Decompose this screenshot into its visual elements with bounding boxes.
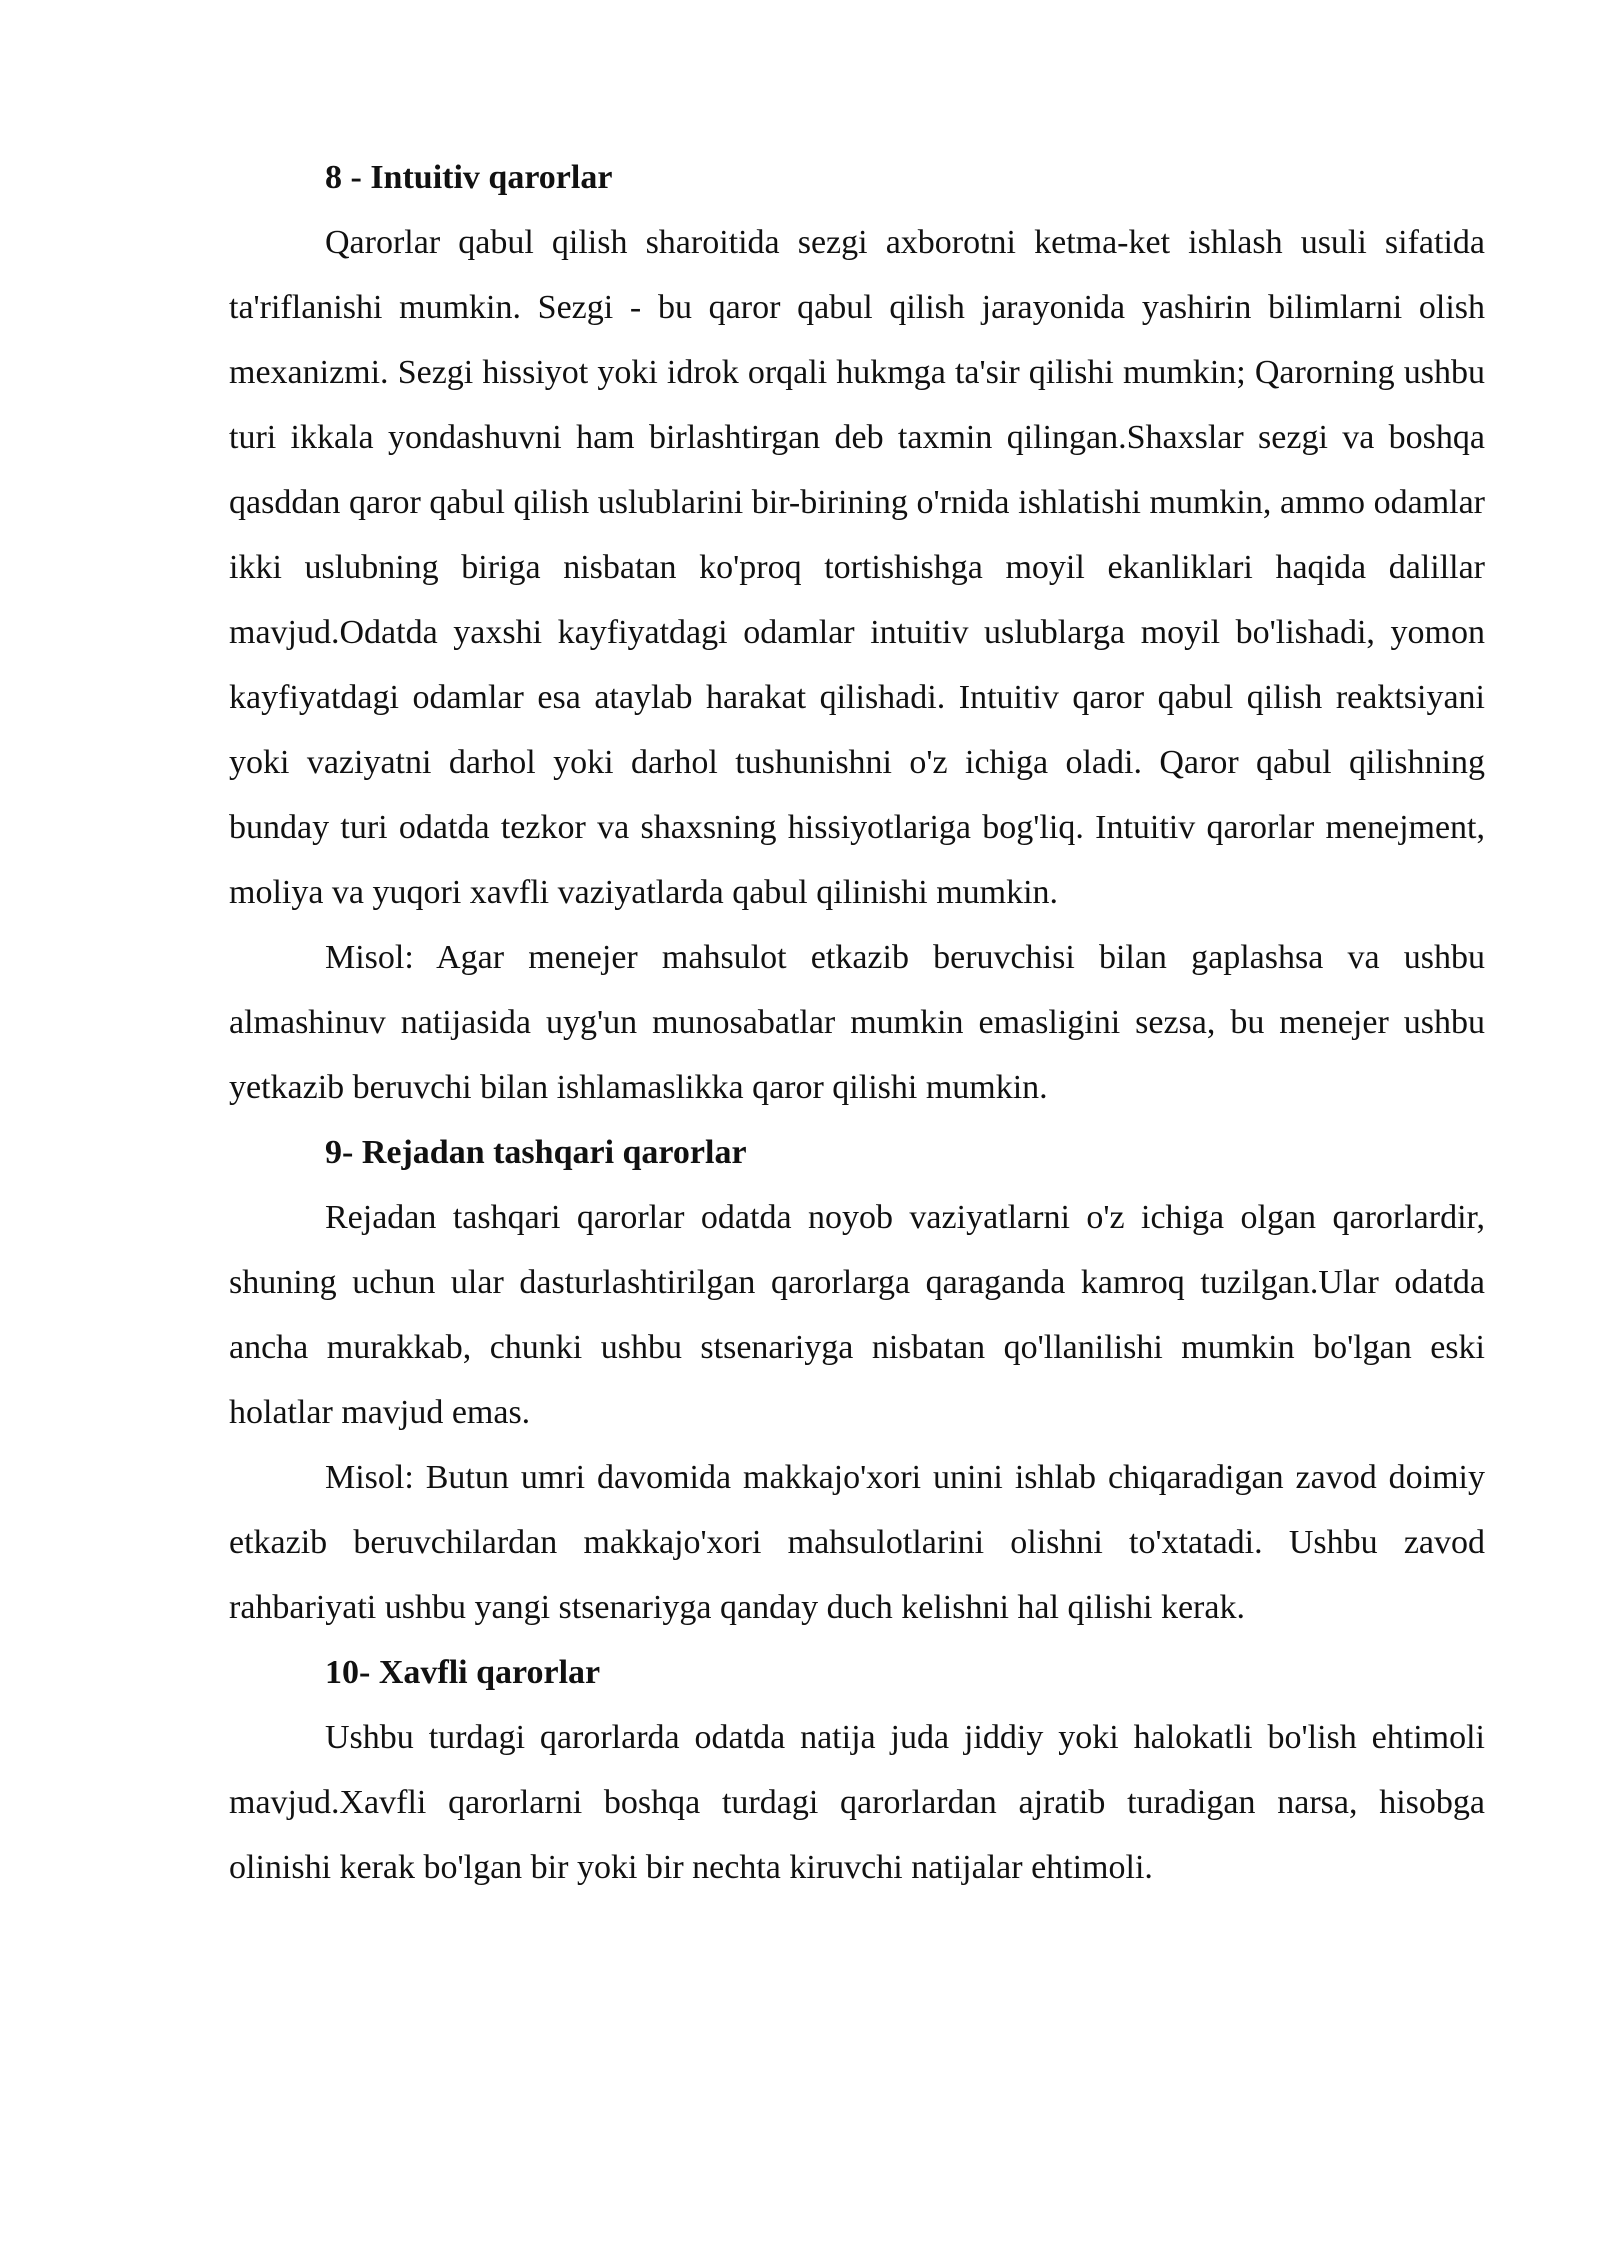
paragraph-unplanned-example: Misol: Butun umri davomida makkajo'xori unini ishlab chiqaradigan zavod doimiy etkazib beruvchilardan makkajo'xori mahsulotlarini olishni to'xtatadi. Ushbu zavod rahbariyati ushbu yangi stsenariyga qanday duch kelishni hal qilishi kerak.: [229, 1459, 1485, 1626]
section-heading-risky-decisions: 10- Xavfli qarorlar: [325, 1654, 601, 1691]
paragraph-intuitive-definition: Qarorlar qabul qilish sharoitida sezgi axborotni ketma-ket ishlash usuli sifatida ta'riflanishi mumkin. Sezgi - bu qaror qabul qilish jarayonida yashirin bilimlarni olish mexanizmi. Sezgi hissiyot yoki idrok orqali hukmga ta'sir qilishi mumkin; Qarorning ushbu turi ikkala yondashuvni ham birlashtirgan deb taxmin qilingan.Shaxslar sezgi va boshqa qasddan qaror qabul qilish uslublarini bir-birining o'rnida ishlatishi mumkin, ammo odamlar ikki uslubning biriga nisbatan ko'proq tortishishga moyil ekanliklari haqida dalillar mavjud.Odatda yaxshi kayfiyatdagi odamlar intuitiv uslublarga moyil bo'lishadi, yomon kayfiyatdagi odamlar esa ataylab harakat qilishadi. Intuitiv qaror qabul qilish reaktsiyani yoki vaziyatni darhol yoki darhol tushunishni o'z ichiga oladi. Qaror qabul qilishning bunday turi odatda tezkor va shaxsning hissiyotlariga bog'liq. Intuitiv qarorlar menejment, moliya va yuqori xavfli vaziyatlarda qabul qilinishi mumkin.: [229, 224, 1485, 911]
section-heading-unplanned-decisions: 9- Rejadan tashqari qarorlar: [325, 1134, 747, 1171]
paragraph-unplanned-definition: Rejadan tashqari qarorlar odatda noyob vaziyatlarni o'z ichiga olgan qarorlardir, shuning uchun ular dasturlashtirilgan qarorlarga qaraganda kamroq tuzilgan.Ular odatda ancha murakkab, chunki ushbu stsenariyga nisbatan qo'llanilishi mumkin bo'lgan eski holatlar mavjud emas.: [229, 1199, 1485, 1431]
paragraph-intuitive-example: Misol: Agar menejer mahsulot etkazib beruvchisi bilan gaplashsa va ushbu almashinuv natijasida uyg'un munosabatlar mumkin emasligini sezsa, bu menejer ushbu yetkazib beruvchi bilan ishlamaslikka qaror qilishi mumkin.: [229, 939, 1485, 1106]
paragraph-risky-definition: Ushbu turdagi qarorlarda odatda natija juda jiddiy yoki halokatli bo'lish ehtimoli mavjud.Xavfli qarorlarni boshqa turdagi qarorlardan ajratib turadigan narsa, hisobga olinishi kerak bo'lgan bir yoki bir nechta kiruvchi natijalar ehtimoli.: [229, 1719, 1485, 1886]
document-page: [229, 145, 1485, 1900]
section-heading-intuitive-decisions: 8 - Intuitiv qarorlar: [325, 159, 613, 196]
